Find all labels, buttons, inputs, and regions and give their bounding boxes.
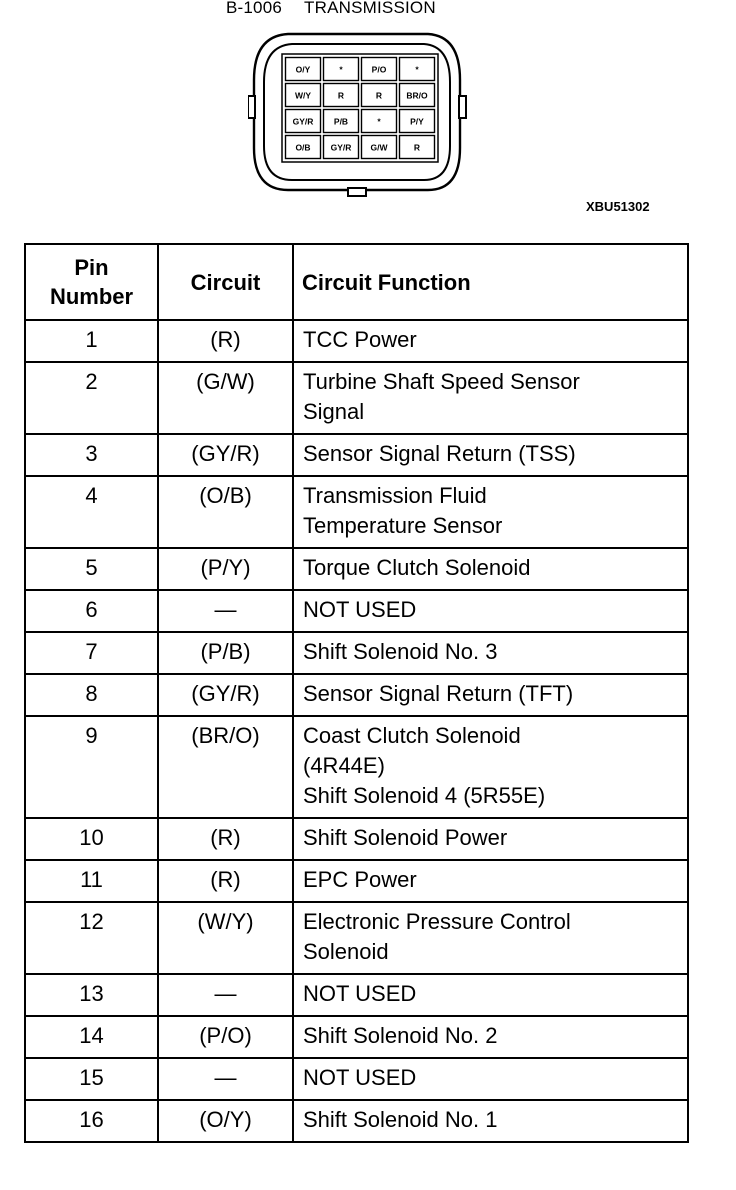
circuit-function-cell (293, 1016, 688, 1058)
table-row (25, 320, 688, 362)
circuit-function-cell (293, 362, 688, 434)
pin-number-cell: 2 (25, 362, 158, 434)
circuit-function-line: NOT USED (303, 1065, 417, 1090)
circuit-cell: — (158, 590, 293, 632)
circuit-cell: (W/Y) (158, 902, 293, 974)
circuit-function-line: Solenoid (303, 939, 389, 964)
circuit-cell: (P/O) (158, 1016, 293, 1058)
pin-number-cell: 5 (25, 548, 158, 590)
pin-number-cell: 7 (25, 632, 158, 674)
pin-cell-label: * (415, 64, 419, 75)
circuit-cell: (G/W) (158, 362, 293, 434)
circuit-cell: (P/B) (158, 632, 293, 674)
circuit-function-line: Transmission Fluid (303, 483, 487, 508)
table-row (25, 818, 688, 860)
circuit-function-cell (293, 818, 688, 860)
pin-cell-label: P/O (371, 64, 387, 75)
pin-table (24, 243, 689, 1143)
table-row (25, 632, 688, 674)
pin-cell-label: O/Y (295, 64, 311, 75)
circuit-function-cell (293, 632, 688, 674)
table-row (25, 476, 688, 548)
circuit-function-line: Shift Solenoid Power (303, 825, 508, 850)
pin-cell-label: W/Y (294, 90, 312, 101)
table-header-row (25, 244, 688, 320)
table-row (25, 362, 688, 434)
pin-cell-label: * (339, 64, 343, 75)
connector-id: B-1006 (226, 0, 283, 17)
circuit-cell: (R) (158, 320, 293, 362)
pin-cell-label: GY/R (330, 142, 352, 153)
pin-number-cell: 14 (25, 1016, 158, 1058)
pin-number-cell: 12 (25, 902, 158, 974)
circuit-function-cell (293, 476, 688, 548)
circuit-cell: (O/Y) (158, 1100, 293, 1142)
circuit-function-line: (4R44E) (303, 753, 385, 778)
header-circuit: Circuit (158, 244, 293, 320)
pin-grid (282, 54, 438, 162)
pin-cell-label: P/Y (410, 116, 424, 127)
pin-cell-label: R (413, 142, 421, 153)
circuit-function-line: Shift Solenoid 4 (5R55E) (303, 783, 546, 808)
table-row (25, 902, 688, 974)
circuit-cell: (R) (158, 860, 293, 902)
circuit-function-line: Electronic Pressure Control (303, 909, 571, 934)
circuit-function-cell (293, 674, 688, 716)
circuit-function-cell (293, 434, 688, 476)
circuit-function-cell (293, 1100, 688, 1142)
table-row (25, 860, 688, 902)
pin-cell-label: P/B (333, 116, 349, 127)
pin-cell-label: G/W (370, 142, 388, 153)
connector-latch-left (248, 96, 255, 118)
circuit-function-line: Torque Clutch Solenoid (303, 555, 531, 580)
pin-number-cell: 6 (25, 590, 158, 632)
circuit-function-line: EPC Power (303, 867, 417, 892)
header-pin-number: Pin Number (25, 244, 158, 320)
circuit-function-line: TCC Power (303, 327, 417, 352)
figure-reference-code: XBU51302 (586, 199, 650, 214)
circuit-function-line: NOT USED (303, 981, 417, 1006)
pin-cell-label: R (337, 90, 345, 101)
pin-cell-label: R (375, 90, 383, 101)
circuit-function-cell (293, 1058, 688, 1100)
circuit-function-cell (293, 716, 688, 818)
circuit-function-cell (293, 974, 688, 1016)
pin-cell-label: BR/O (406, 90, 428, 101)
circuit-cell: (GY/R) (158, 434, 293, 476)
circuit-function-line: Temperature Sensor (303, 513, 503, 538)
pin-number-cell: 4 (25, 476, 158, 548)
circuit-function-line: Coast Clutch Solenoid (303, 723, 521, 748)
circuit-cell: (GY/R) (158, 674, 293, 716)
connector-latch-right (459, 96, 466, 118)
connector-caption (226, 0, 436, 18)
table-row (25, 674, 688, 716)
pin-cell-label: O/B (295, 142, 311, 153)
table-row (25, 590, 688, 632)
circuit-function-cell (293, 902, 688, 974)
table-row (25, 1058, 688, 1100)
pin-cell-label: * (377, 116, 381, 127)
pin-number-cell: 9 (25, 716, 158, 818)
pin-number-cell: 10 (25, 818, 158, 860)
circuit-function-line: Sensor Signal Return (TSS) (303, 441, 576, 466)
table-row (25, 548, 688, 590)
pin-number-cell: 8 (25, 674, 158, 716)
circuit-function-line: Shift Solenoid No. 1 (303, 1107, 498, 1132)
pin-number-cell: 1 (25, 320, 158, 362)
circuit-function-line: Shift Solenoid No. 2 (303, 1023, 498, 1048)
circuit-function-line: Turbine Shaft Speed Sensor (303, 369, 580, 394)
connector-diagram (248, 30, 468, 198)
connector-name: TRANSMISSION (304, 0, 436, 17)
circuit-cell: (BR/O) (158, 716, 293, 818)
pin-number-cell: 11 (25, 860, 158, 902)
pin-number-cell: 16 (25, 1100, 158, 1142)
circuit-cell: — (158, 974, 293, 1016)
pin-number-cell: 3 (25, 434, 158, 476)
circuit-cell: (O/B) (158, 476, 293, 548)
pin-number-cell: 13 (25, 974, 158, 1016)
header-circuit-function: Circuit Function (293, 244, 688, 320)
circuit-cell: (P/Y) (158, 548, 293, 590)
circuit-function-line: Signal (303, 399, 365, 424)
table-row (25, 974, 688, 1016)
circuit-function-cell (293, 320, 688, 362)
circuit-cell: — (158, 1058, 293, 1100)
table-row (25, 716, 688, 818)
pin-number-cell: 15 (25, 1058, 158, 1100)
table-row (25, 434, 688, 476)
table-row (25, 1016, 688, 1058)
circuit-function-cell (293, 590, 688, 632)
circuit-function-cell (293, 548, 688, 590)
connector-key (348, 188, 366, 196)
table-row (25, 1100, 688, 1142)
pin-cell-label: GY/R (292, 116, 314, 127)
circuit-function-line: Sensor Signal Return (TFT) (303, 681, 574, 706)
circuit-function-cell (293, 860, 688, 902)
circuit-function-line: NOT USED (303, 597, 417, 622)
circuit-cell: (R) (158, 818, 293, 860)
circuit-function-line: Shift Solenoid No. 3 (303, 639, 498, 664)
